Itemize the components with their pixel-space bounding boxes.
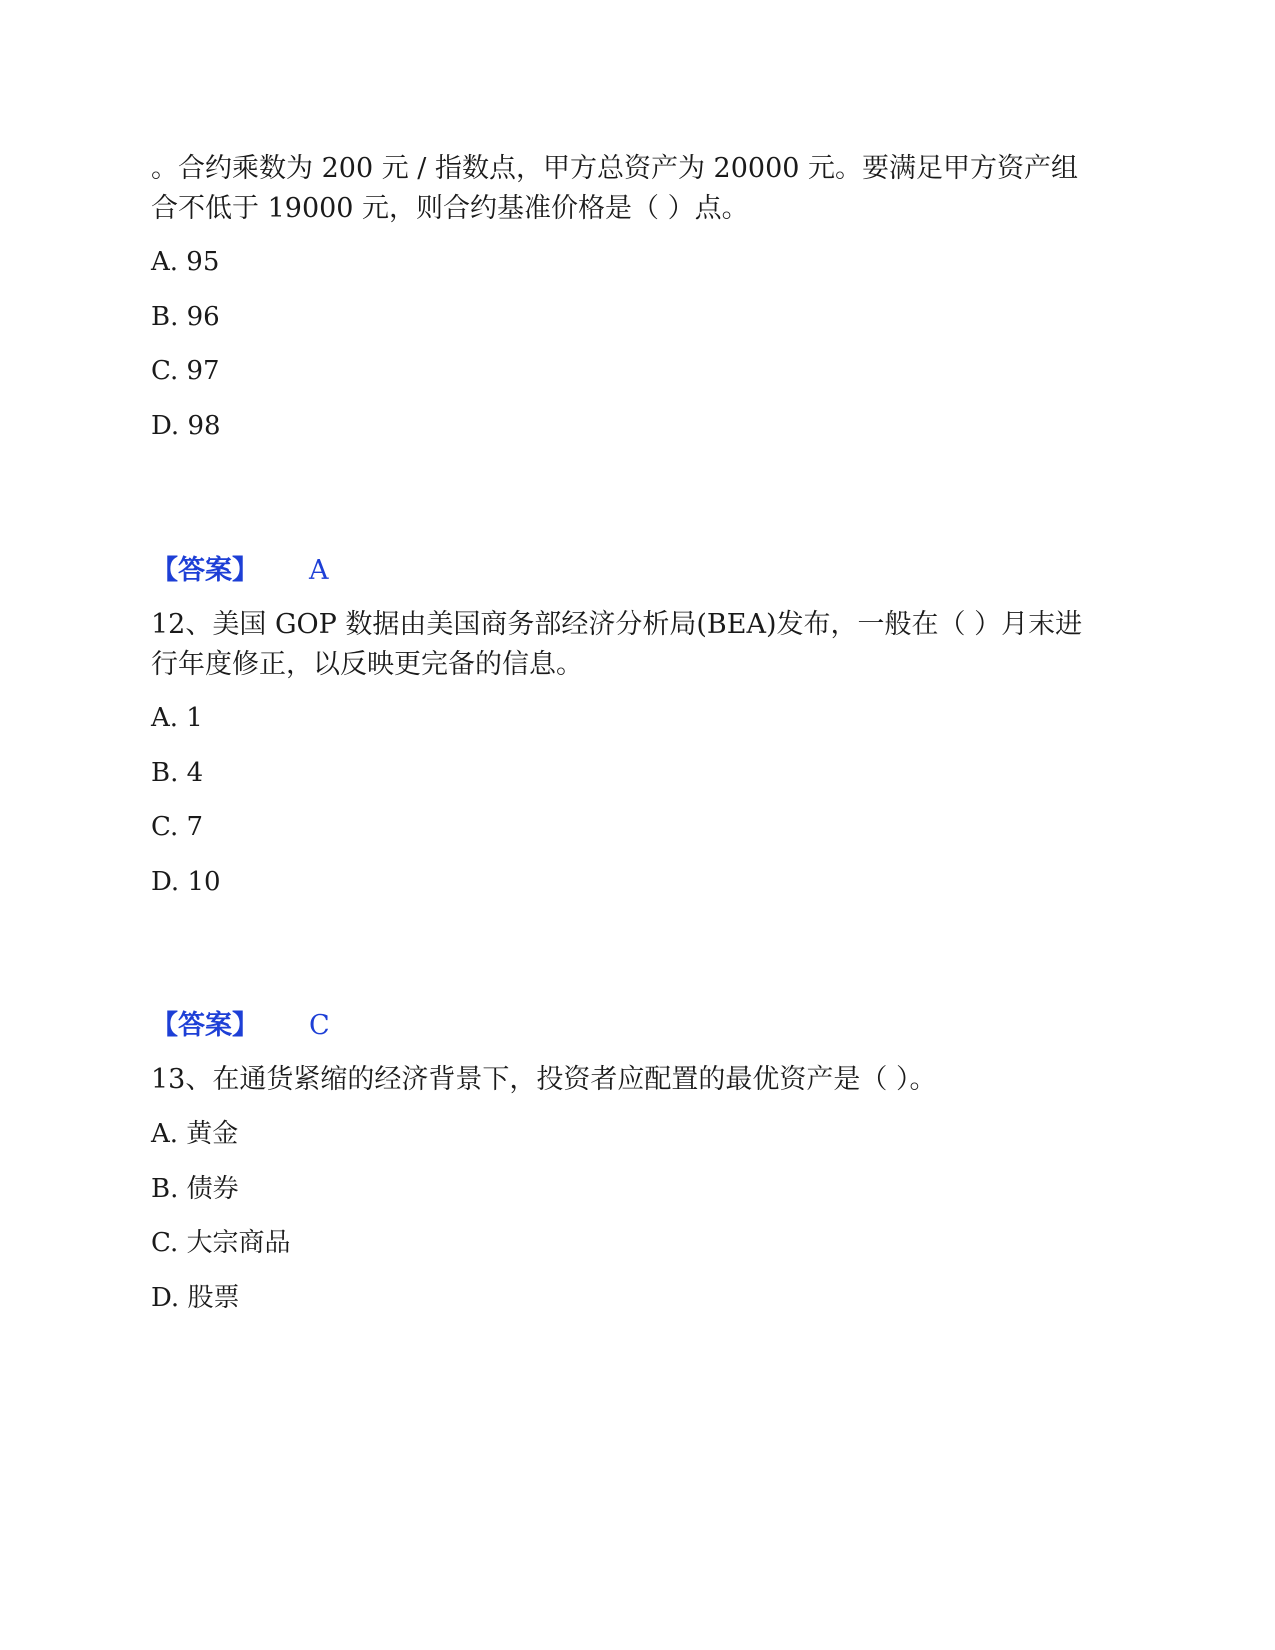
question-12-stem-line-1: 12、美国 GOP 数据由美国商务部经济分析局(BEA)发布，一般在（ ）月末进 <box>151 609 1083 640</box>
question-12-option-a: A. 1 <box>151 703 203 733</box>
question-11-option-c: C. 97 <box>151 356 220 386</box>
answer-label: 【答案】 <box>151 555 259 586</box>
question-12-option-c: C. 7 <box>151 812 204 842</box>
question-11-stem-line-1: 。合约乘数为 200 元 / 指数点，甲方总资产为 20000 元。要满足甲方资产组 <box>151 153 1079 184</box>
answer-value: C <box>309 1010 330 1041</box>
answer-value: A <box>309 555 329 586</box>
answer-label: 【答案】 <box>151 1010 259 1041</box>
question-11-option-b: B. 96 <box>151 302 220 332</box>
question-11-stem-line-2: 合不低于 19000 元，则合约基准价格是（ ）点。 <box>151 193 749 224</box>
question-12-option-d: D. 10 <box>151 867 221 897</box>
question-12-answer <box>151 1007 330 1045</box>
question-12-option-b: B. 4 <box>151 758 204 788</box>
question-13-option-b: B. 债券 <box>151 1174 239 1204</box>
question-13-option-a: A. 黄金 <box>151 1119 239 1149</box>
question-13-stem: 13、在通货紧缩的经济背景下，投资者应配置的最优资产是（ ）。 <box>151 1064 937 1095</box>
question-13-option-d: D. 股票 <box>151 1283 240 1313</box>
question-11-answer <box>151 552 329 590</box>
question-13-option-c: C. 大宗商品 <box>151 1228 291 1258</box>
question-11-option-d: D. 98 <box>151 411 221 441</box>
question-12-stem-line-2: 行年度修正，以反映更完备的信息。 <box>151 649 583 680</box>
question-11-option-a: A. 95 <box>151 247 220 277</box>
